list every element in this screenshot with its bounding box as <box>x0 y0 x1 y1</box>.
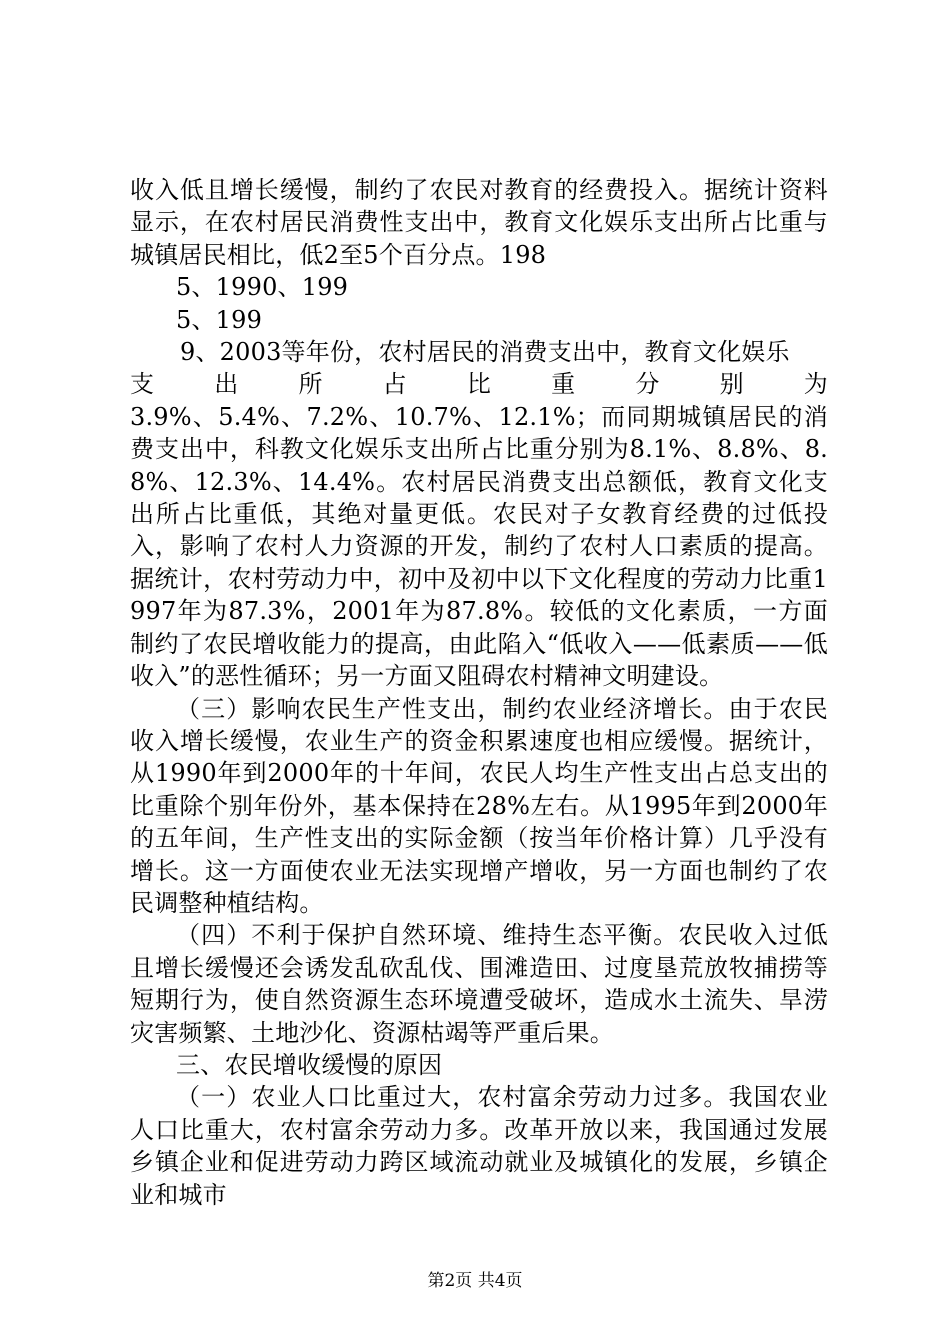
paragraph-years-fragment-2: 5、199 <box>176 305 263 334</box>
paragraph-percentages: 3.9%、5.4%、7.2%、10.7%、12.1%；而同期城镇居民的消费支出中，科教文化娱乐支出所占比重分别为8.1%、8.8%、8.8%、12.3%、14.4%。农村居民消费支出总额低，教育文化支出所占比重低，其绝对量更低。农民对子女教育经费的过低投入，影响了农村人力资源的开发，制约了农村人口素质的提高。据统计，农村劳动力中，初中及初中以下文化程度的劳动力比重1997年为87.3%，2001年为87.8%。较低的文化素质，一方面制约了农民增收能力的提高，由此陷入“低收入——低素质——低收入”的恶性循环；另一方面又阻碍农村精神文明建设。 <box>130 402 828 691</box>
section-heading-causes: 三、农民增收缓慢的原因 <box>176 1050 443 1079</box>
paragraph-education-spending: 收入低且增长缓慢，制约了农民对教育的经费投入。据统计资料显示，在农村居民消费性支出中，教育文化娱乐支出所占比重与城镇居民相比，低2至5个百分点。198 <box>130 176 828 269</box>
paragraph-spread-line: 支出所占比重分别为 <box>130 370 828 399</box>
document-body <box>130 174 828 1211</box>
paragraph-years-fragment-3: 9、2003等年份，农村居民的消费支出中，教育文化娱乐 <box>180 338 790 367</box>
paragraph-rural-labor: （一）农业人口比重过大，农村富余劳动力过多。我国农业人口比重大，农村富余劳动力多。改革开放以来，我国通过发展乡镇企业和促进劳动力跨区域流动就业及城镇化的发展，乡镇企业和城市 <box>130 1083 828 1209</box>
paragraph-production-spending: （三）影响农民生产性支出，制约农业经济增长。由于农民收入增长缓慢，农业生产的资金积累速度也相应缓慢。据统计，从1990年到2000年的十年间，农民人均生产性支出占总支出的比重除个别年份外，基本保持在28%左右。从1995年到2000年的五年间，生产性支出的实际金额（按当年价格计算）几乎没有增长。这一方面使农业无法实现增产增收，另一方面也制约了农民调整种植结构。 <box>130 694 828 917</box>
page-footer: 第2页 共4页 <box>427 1271 523 1291</box>
paragraph-years-fragment-1: 5、1990、199 <box>176 273 349 302</box>
paragraph-environment: （四）不利于保护自然环境、维持生态平衡。农民收入过低且增长缓慢还会诱发乱砍乱伐、围滩造田、过度垦荒放牧捕捞等短期行为，使自然资源生态环境遭受破坏，造成水土流失、旱涝灾害频繁、土地沙化、资源枯竭等严重后果。 <box>130 921 828 1047</box>
